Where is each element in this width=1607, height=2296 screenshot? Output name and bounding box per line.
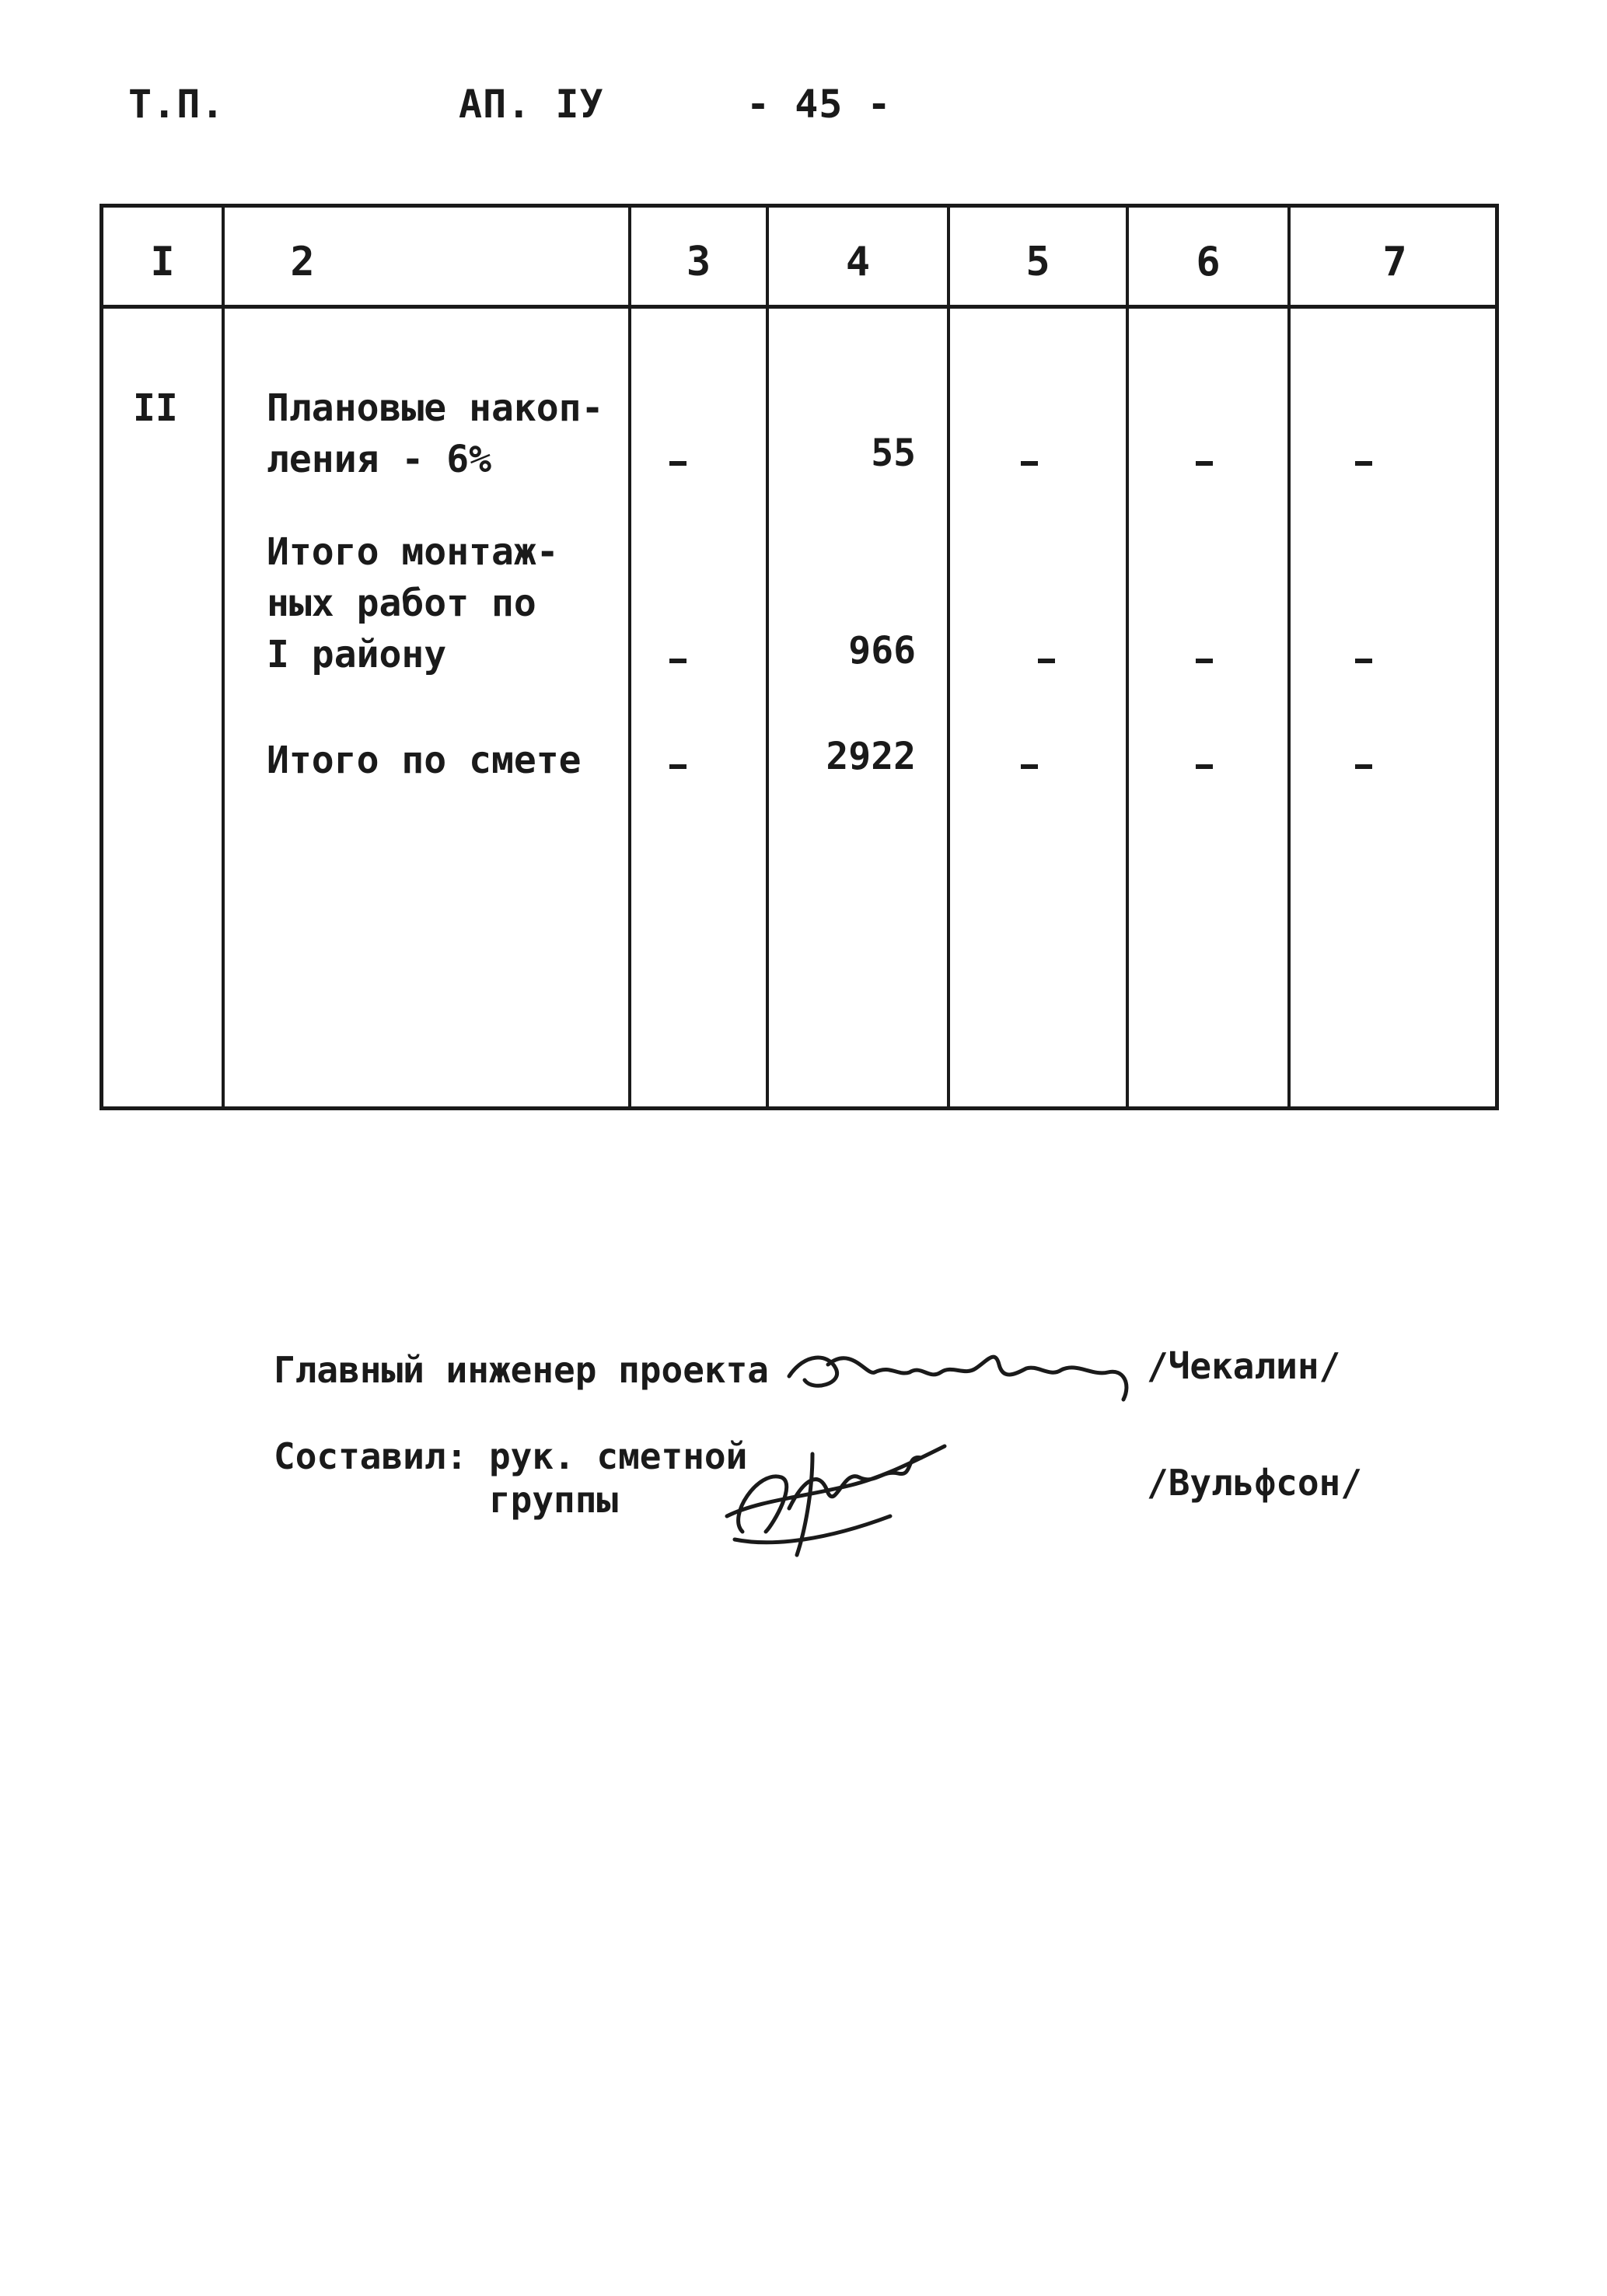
header-divider [103, 305, 1495, 309]
row-value: 55 [871, 432, 916, 475]
column-number: I [150, 239, 175, 285]
dash-mark [1021, 461, 1038, 466]
row-name: Итого по смете [267, 739, 582, 782]
col-divider [628, 208, 631, 1106]
chief-engineer-name: /Чекалин/ [1147, 1345, 1341, 1387]
column-number: 5 [1025, 239, 1050, 285]
column-number: 4 [845, 239, 871, 285]
dash-mark [1038, 659, 1055, 663]
compiled-by-label: Составил: рук. сметной группы [274, 1435, 748, 1521]
row-name: Итого монтаж- ных работ по I району [267, 530, 559, 676]
col-divider [1287, 208, 1291, 1106]
dash-mark [1021, 764, 1038, 769]
row-value: 966 [848, 629, 916, 673]
column-number: 3 [686, 239, 711, 285]
row-value: 2922 [826, 735, 916, 778]
dash-mark [1196, 764, 1213, 769]
album-code: АП. IУ [459, 82, 604, 127]
dash-mark [1196, 659, 1213, 663]
dash-mark [669, 764, 686, 769]
dash-mark [669, 659, 686, 663]
compiled-by-name: /Вульфсон/ [1147, 1462, 1362, 1504]
chief-engineer-label: Главный инженер проекта [274, 1349, 769, 1391]
col-divider [222, 208, 225, 1106]
column-number: 6 [1196, 239, 1221, 285]
page-number: - 45 - [746, 82, 892, 127]
section-number: II [133, 386, 178, 430]
col-divider [947, 208, 950, 1106]
dash-mark [669, 461, 686, 466]
column-number: 7 [1382, 239, 1407, 285]
signature-chekalin [781, 1330, 1155, 1415]
row-name: Плановые накоп- ления - 6% [267, 386, 604, 481]
column-number: 2 [290, 239, 315, 285]
doc-code: Т.П. [128, 82, 225, 127]
estimate-table [100, 204, 1499, 1110]
dash-mark [1355, 764, 1372, 769]
signature-vulfson [711, 1423, 960, 1563]
dash-mark [1355, 461, 1372, 466]
dash-mark [1355, 659, 1372, 663]
col-divider [1126, 208, 1129, 1106]
dash-mark [1196, 461, 1213, 466]
